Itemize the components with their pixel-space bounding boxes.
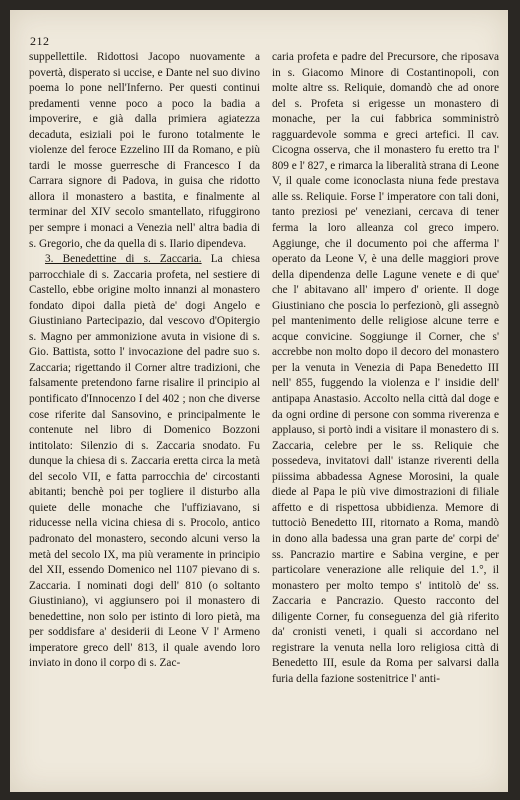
left-paragraph-2-text: La chiesa parrocchiale di s. Zaccaria profeta, nel sestiere di Castello, ebbe origine molto innanzi al monastero fondato dipoi dalla pietà de' dogi Angelo e Giustiniano Partecipazio, dal vescovo d'Opitergio s. Magno per ammonizione avuta in visione di s. Gio. Battista, sotto l' invocazione del padre suo s. Zaccaria; rigettando il Corner altre tradizioni, che falsamente pretendono farne risalire il principio al pontificato d'Innocenzo I del 402 ; non che diverse cose riferite dal Sansovino, e principalmente le contenute nel libro di Domenico Bozzoni intitolato: Silenzio di s. Zaccaria snodato. Fu dunque la chiesa di s. Zaccaria eretta circa la metà del secolo VII, e fatta parrocchia de' circostanti abitanti; benchè poi per togliere il disturbo alla quiete delle monache che l'uffiziavano, si riducesse nella vicina chiesa di s. Procolo, antico padronato del monastero, secondo alcuni verso la metà del secolo IX, ma più veramente in principio del XII, essendo Domenico nel 1107 pievano di s. Zaccaria. I nominati dogi dell' 810 (o soltanto Giustiniano), vi aggiunsero poi il monastero di benedettine, non solo per istinto di loro pietà, ma per soddisfare a' desiderii di Leone V l' Armeno imperatore greco dell' 813, il quale avendo loro inviato in dono il corpo di s. Zac- (29, 253, 260, 670)
book-page (10, 10, 508, 792)
right-column (272, 50, 499, 687)
left-column (29, 50, 260, 672)
section-heading: 3. Benedettine di s. Zaccaria. (45, 253, 202, 266)
left-paragraph-1: suppellettile. Ridottosi Jacopo nuovamente a povertà, disperato si uccise, e Dante nel suo divino poema lo pone nell'Inferno. Per questi continui predamenti venne poco a poco la badia a impoverire, e già dalla primiera agiatezza decaduta, esiziali poi le furono totalmente le violenze del feroce Ezzelino III da Romano, e più tardi le mosse guerresche di Francesco I da Carrara signore di Padova, in guisa che ridotto allora il monastero a bastita, e finalmente al terminar del XIV secolo smantellato, rifuggirono per sempre i monaci a Venezia nell' altra badia di s. Gregorio, che da quella di s. Ilario dipendeva. (29, 51, 260, 250)
right-paragraph-1: caria profeta e padre del Precursore, che riposava in s. Giacomo Minore di Costantinopoli, con molte altre ss. Reliquie, domandò che ad onore del s. Profeta si erigesse un monastero di monache, per la cui fabbrica somministrò ragguardevole somma e greci artefici. Il cav. Cicogna osserva, che il monastero fu eretto tra l' 809 e l' 827, e rimarca la liberalità strana di Leone V, il quale come iconoclasta niuna fede prestava alle ss. Reliquie. Forse l' imperatore con tali doni, tanto preziosi pe' veneziani, cercava di tener ferma la loro alleanza col greco impero. Aggiunge, che il documento poi che afferma l' operato da Leone V, è una delle maggiori prove della dipendenza delle Lagune venete e di que' che l' abitavano all' impero d' oriente. Il doge Giustiniano che poscia lo perfezionò, gli assegnò pel mantenimento delle religiose alcune terre e acque convicine. Soggiunge il Corner, che s' accrebbe non molto dopo il decoro del monastero per la venuta in Venezia di Papa Benedetto III nell' 855, fuggendo la violenza e l' insidie dell' antipapa Anastasio. Accolto nella città dal doge e da ogni ordine di persone con somma riverenza e applauso, si portò indi a visitare il monastero di s. Zaccaria, celebre per le ss. Reliquie che possedeva, invitatovi dall' istanze riverenti della piissima abbadessa Agnese Morosini, la quale diede al Papa le più vive dimostrazioni di filiale affetto e di rispettosa ubbidienza. Memore di tuttociò Benedetto III, ritornato a Roma, mandò in dono alla badessa una gran parte de' corpi de' ss. Pancrazio martire e Sabina vergine, e per particolare venerazione alle reliquie del 1.°, il monastero per molto tempo s' intitolò de' ss. Zaccaria e Pancrazio. Questo racconto del diligente Corner, fu conseguenza del già riferito da' cronisti veneti, i quali si accordano nel registrare la venuta nella loro religiosa città di Benedetto III, esule da Roma per salvarsi dalla furia della fazione sostenitrice l' anti- (272, 51, 499, 685)
left-paragraph-2 (29, 252, 260, 672)
page-number: 212 (30, 34, 50, 48)
